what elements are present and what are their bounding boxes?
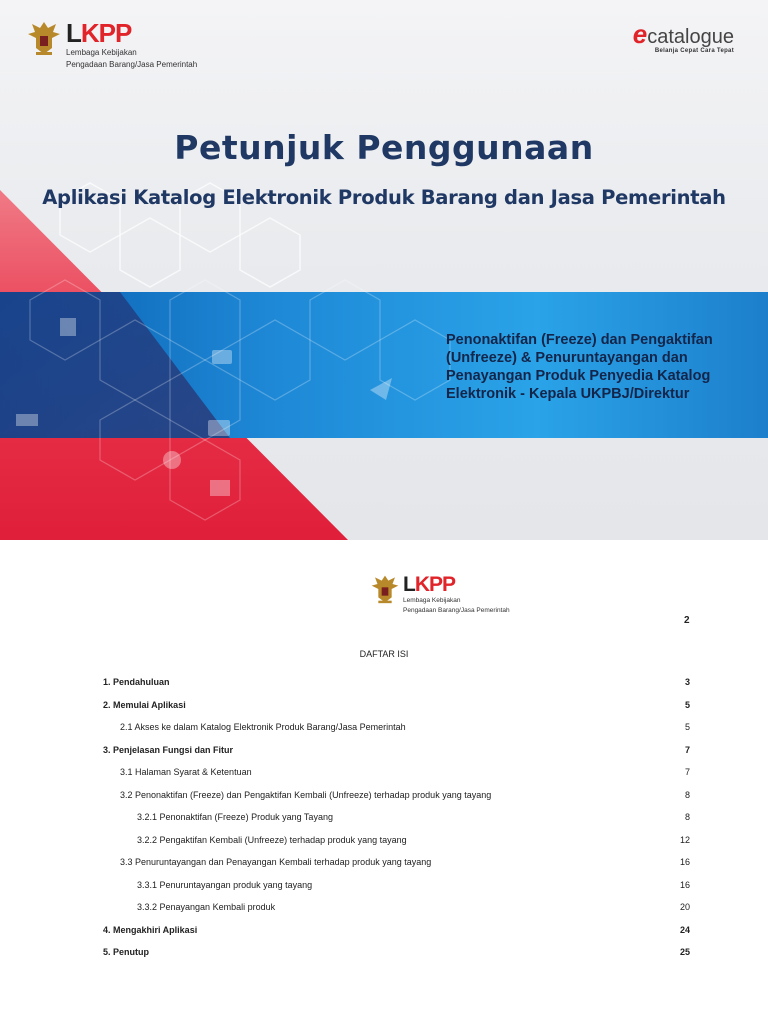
toc-entry-page: 3 [685,677,691,687]
toc-entry-label: 1. Pendahuluan [103,677,170,687]
toc-entry[interactable] [0,812,768,826]
logo-line-2: Pengadaan Barang/Jasa Pemerintah [403,607,510,614]
toc-entry-page: 8 [685,812,691,822]
toc-entry[interactable] [0,790,768,804]
toc-entry-page: 12 [680,834,691,845]
cover-title: Petunjuk Penggunaan [174,128,594,167]
toc-entry-label: 3.1 Halaman Syarat & Ketentuan [120,767,252,777]
toc-entry[interactable] [0,925,768,939]
toc-entry[interactable] [0,835,768,849]
toc-entry-page: 8 [685,789,691,800]
toc-entry-page: 5 [685,722,691,732]
logo-line-1: Lembaga Kebijakan [403,597,461,604]
cover-subtitle: Aplikasi Katalog Elektronik Produk Barang dan Jasa Pemerintah [42,186,726,209]
garuda-emblem-icon [370,572,400,606]
toc-entry-page: 5 [685,699,691,710]
toc-entry-label: 5. Penutup [103,947,150,957]
toc-entry[interactable] [0,902,768,916]
toc-entry-page: 24 [680,924,691,935]
description-line: Penonaktifan (Freeze) dan Pengaktifan [446,332,713,348]
toc-entry-label: 2. Memulai Aplikasi [103,699,186,710]
toc-entry-label: 3.2 Penonaktifan (Freeze) dan Pengaktifan Kembali (Unfreeze) terhadap produk yang tayang [120,789,492,800]
cover-description [446,331,756,403]
toc-entry-page: 16 [680,857,691,867]
toc-entry-page: 25 [680,947,691,957]
toc-entry[interactable] [0,947,768,961]
description-line: (Unfreeze) & Penuruntayangan dan [446,350,688,366]
logo-line-2: Pengadaan Barang/Jasa Pemerintah [66,60,198,69]
toc-entry[interactable] [0,677,768,691]
lkpp-logo [26,18,197,70]
toc-entry[interactable] [0,745,768,759]
toc-entry[interactable] [0,700,768,714]
logo-line-1: Lembaga Kebijakan [66,48,137,57]
ecatalogue-word: catalogue [647,26,734,48]
toc-entry-label: 2.1 Akses ke dalam Katalog Elektronik Produk Barang/Jasa Pemerintah [120,722,406,732]
ecatalogue-tagline: Belanja Cepat Cara Tepat [654,48,734,54]
garuda-emblem-icon [26,18,62,58]
toc-entry[interactable] [0,722,768,736]
page-number: 2 [684,615,690,626]
toc-lkpp-logo [370,572,510,615]
toc-entry-page: 16 [680,879,691,890]
toc-entry[interactable] [0,880,768,894]
ecatalogue-e: e [632,19,648,49]
toc-entry[interactable] [0,857,768,871]
toc-entry-label: 3.2.2 Pengaktifan Kembali (Unfreeze) terhadap produk yang tayang [137,834,407,845]
toc-heading: DAFTAR ISI [359,649,409,659]
toc-entry-label: 3.2.1 Penonaktifan (Freeze) Produk yang Tayang [137,812,333,822]
toc-entry-label: 3. Penjelasan Fungsi dan Fitur [103,744,234,755]
ecatalogue-logo [632,19,734,54]
lkpp-wordmark: LKPP [66,18,132,48]
toc-entry-page: 7 [685,744,691,755]
toc-entry[interactable] [0,767,768,781]
toc-entry-page: 7 [685,767,691,777]
toc-entry-page: 20 [680,902,691,912]
description-line: Penayangan Produk Penyedia Katalog [446,368,711,384]
toc-entry-label: 3.3.1 Penuruntayangan produk yang tayang [137,879,313,890]
description-line: Elektronik - Kepala UKPBJ/Direktur [446,386,690,402]
toc-entry-label: 4. Mengakhiri Aplikasi [103,924,198,935]
toc-entry-label: 3.3 Penuruntayangan dan Penayangan Kembali terhadap produk yang tayang [120,857,432,867]
lkpp-wordmark: LKPP [403,573,456,596]
toc-entry-label: 3.3.2 Penayangan Kembali produk [137,902,276,912]
